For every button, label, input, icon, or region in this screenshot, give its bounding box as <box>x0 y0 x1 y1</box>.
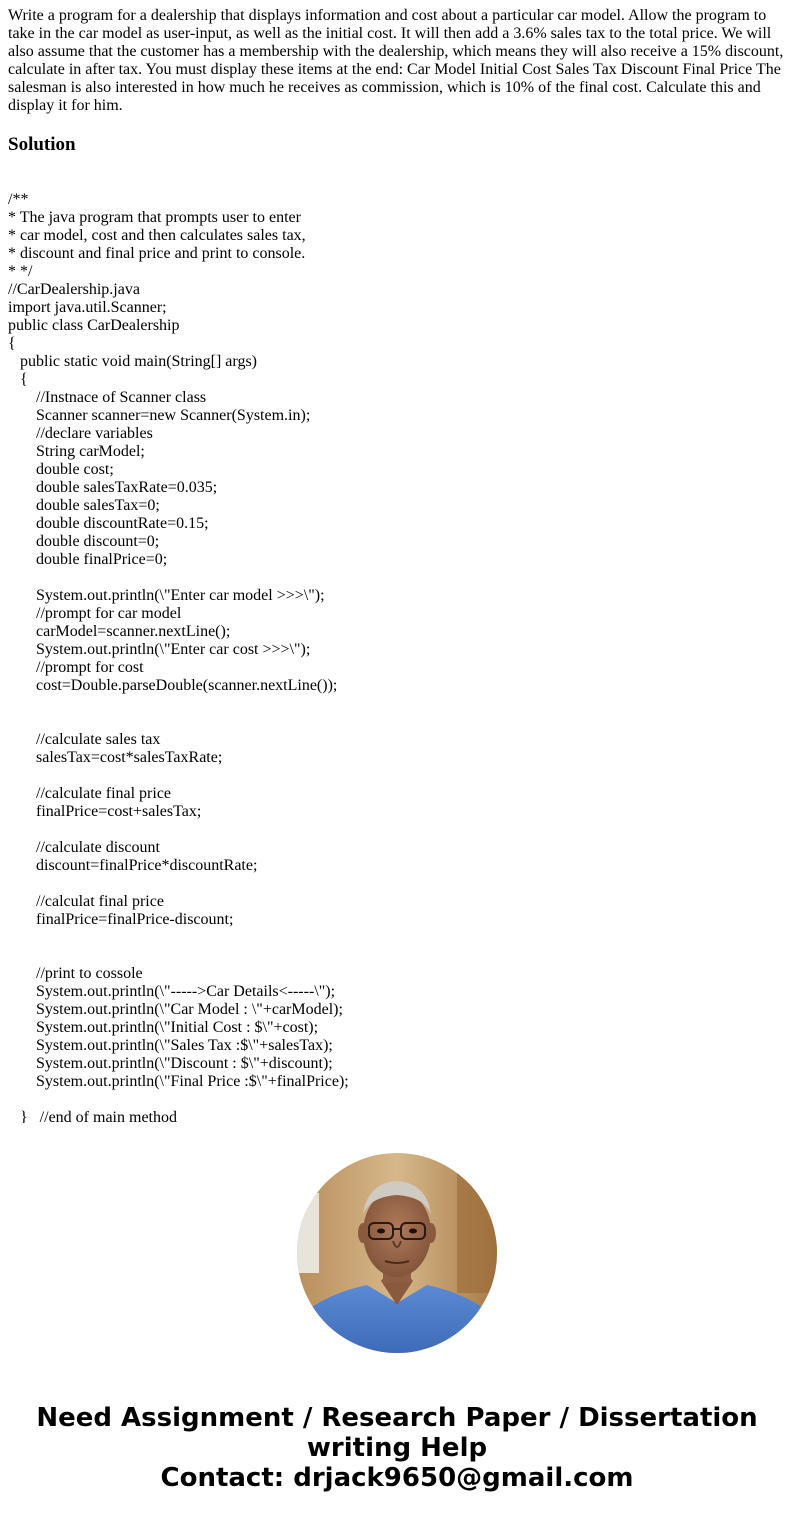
code-line: //prompt for cost <box>8 659 144 676</box>
code-line <box>8 767 788 785</box>
code-line: * car model, cost and then calculates sales tax, <box>8 227 306 244</box>
code-line: finalPrice=cost+salesTax; <box>8 803 202 820</box>
promo-contact: Contact: drjack9650@gmail.com <box>160 1463 634 1493</box>
code-line <box>8 947 788 965</box>
code-line: { <box>8 335 16 352</box>
code-line: System.out.println(\"Initial Cost : $\"+cost); <box>8 1019 319 1036</box>
code-line: System.out.println(\"Final Price :$\"+finalPrice); <box>8 1073 349 1090</box>
code-line: System.out.println(\"----->Car Details<-----\"); <box>8 983 336 1000</box>
code-block <box>8 191 788 1123</box>
code-line: String carModel; <box>8 443 145 460</box>
author-photo <box>297 1153 497 1353</box>
code-line: double discount=0; <box>8 533 160 550</box>
code-line: carModel=scanner.nextLine(); <box>8 623 231 640</box>
code-line: discount=finalPrice*discountRate; <box>8 857 258 874</box>
code-line: * The java program that prompts user to enter <box>8 209 301 226</box>
code-line: //Instnace of Scanner class <box>8 389 207 406</box>
solution-heading: Solution <box>8 134 76 155</box>
code-line: //prompt for car model <box>8 605 182 622</box>
code-line: * */ <box>8 263 33 280</box>
promo-line-2: writing Help <box>306 1433 488 1463</box>
code-line <box>8 929 788 947</box>
code-line: /** <box>8 191 29 208</box>
code-line: //calculate discount <box>8 839 160 856</box>
code-line: cost=Double.parseDouble(scanner.nextLine()); <box>8 677 338 694</box>
code-line: double salesTax=0; <box>8 497 160 514</box>
code-line: public static void main(String[] args) <box>8 353 257 370</box>
code-line: } //end of main method <box>8 1109 177 1123</box>
code-line <box>8 875 788 893</box>
promo-line-1: Need Assignment / Research Paper / Dissertation <box>36 1403 758 1433</box>
code-line: System.out.println(\"Sales Tax :$\"+salesTax); <box>8 1037 333 1054</box>
promo-banner <box>0 1403 794 1493</box>
code-line: System.out.println(\"Discount : $\"+discount); <box>8 1055 333 1072</box>
author-avatar <box>297 1153 497 1353</box>
code-line: System.out.println(\"Enter car model >>>\"); <box>8 587 325 604</box>
code-line: finalPrice=finalPrice-discount; <box>8 911 234 928</box>
code-line: //CarDealership.java <box>8 281 140 298</box>
code-line: //calculat final price <box>8 893 164 910</box>
code-line <box>8 713 788 731</box>
code-line: //declare variables <box>8 425 153 442</box>
code-line: double discountRate=0.15; <box>8 515 209 532</box>
code-line: * discount and final price and print to console. <box>8 245 306 262</box>
question-text: Write a program for a dealership that displays information and cost about a particular car model. Allow the program to take in the car model as user-input, as well as the initial cost. It will then add a 3.6% sales tax to the total price. We will also assume that the customer has a membership with the dealership, which means they will also receive a 15% discount, calculate in after tax. You must display these items at the end: Car Model Initial Cost Sales Tax Discount Final Price The salesman is also interested in how much he receives as commission, which is 10% of the final cost. Calculate this and display it for him. <box>8 7 784 114</box>
code-line: //calculate final price <box>8 785 172 802</box>
code-line: System.out.println(\"Car Model : \"+carModel); <box>8 1001 343 1018</box>
code-line: //calculate sales tax <box>8 731 161 748</box>
code-line: double finalPrice=0; <box>8 551 168 568</box>
code-line: //print to cossole <box>8 965 143 982</box>
code-line: double salesTaxRate=0.035; <box>8 479 218 496</box>
code-line: public class CarDealership <box>8 317 180 334</box>
code-line: Scanner scanner=new Scanner(System.in); <box>8 407 311 424</box>
code-line <box>8 569 788 587</box>
code-line: salesTax=cost*salesTaxRate; <box>8 749 223 766</box>
code-line <box>8 821 788 839</box>
code-line <box>8 1091 788 1109</box>
code-line: import java.util.Scanner; <box>8 299 167 316</box>
code-line <box>8 695 788 713</box>
code-line: { <box>8 371 28 388</box>
code-line: double cost; <box>8 461 114 478</box>
code-line: System.out.println(\"Enter car cost >>>\"); <box>8 641 311 658</box>
